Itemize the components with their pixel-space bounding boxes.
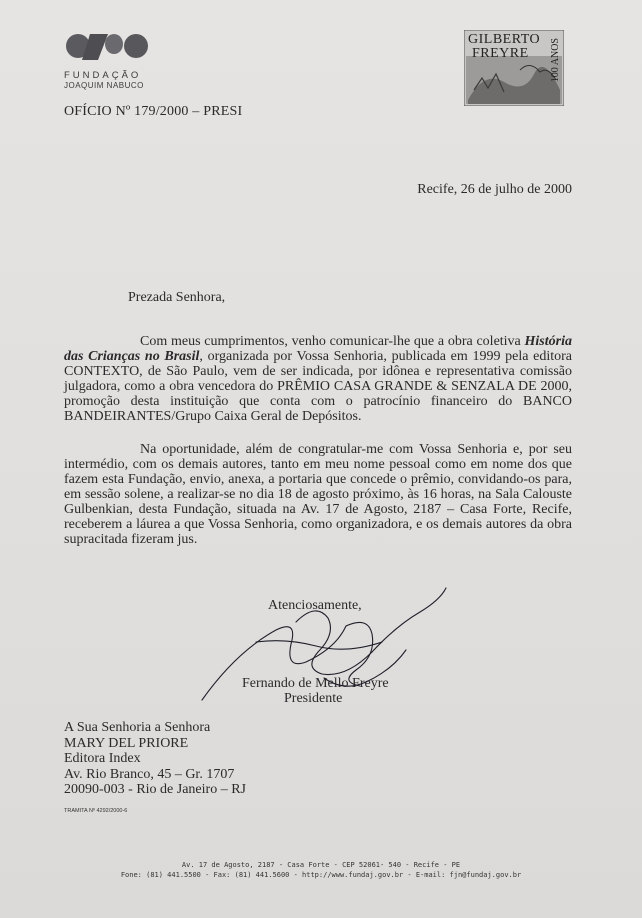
recipient-line: A Sua Senhoria a Senhora [64, 720, 211, 735]
brand-name-line1: GILBERTO [468, 32, 541, 47]
recipient-name: MARY DEL PRIORE [64, 735, 189, 751]
paragraph-1 [64, 334, 572, 424]
recipient-line: 20090-003 - Rio de Janeiro – RJ [64, 782, 246, 797]
signer-name: Fernando de Mello Freyre [242, 676, 389, 691]
salutation: Prezada Senhora, [128, 290, 226, 305]
brand-name-line2: FREYRE [472, 46, 529, 61]
paragraph-1-end: , organizada por Vossa Senhoria, publicada em 1999 pela editora CONTEXTO, de São Paulo, vem de ser indicada, por idônea e representativa comissão julgadora, como a obra vencedora do PRÊMIO CASA GRANDE & SENZALA DE 2000, promoção desta instituição que conta com o patrocínio financeiro do BANCO BANDEIRANTES/Grupo Caixa Geral de Depósitos. [64, 349, 572, 424]
recipient-line: Editora Index [64, 751, 141, 766]
footer-address: Av. 17 de Agosto, 2187 - Casa Forte - CEP 52061- 540 - Recife - PE [181, 861, 461, 869]
paragraph-1-start: Com meus cumprimentos, venho comunicar-lhe que a obra coletiva [140, 334, 525, 349]
footer-contact: Fone: (81) 441.5500 - Fax: (81) 441.5600 - http://www.fundaj.gov.br - E-mail: fjn@fundaj.gov.br [120, 871, 522, 879]
book-title: História das Crianças no Brasil [64, 334, 572, 364]
paragraph-2: Na oportunidade, além de congratular-me com Vossa Senhoria e, por seu intermédio, com os demais autores, tanto em meu nome pessoal como em nome dos que fazem esta Fundação, envio, anexa, a portaria que concede o prêmio, convidando-os para, em sessão solene, a realizar-se no dia 18 de agosto próximo, às 16 horas, na Sala Calouste Gulbenkian, desta Fundação, situada na Av. 17 de Agosto, 2187 – Casa Forte, Recife, receberem a láurea a que Vossa Senhoria, como organizadora, e os demais autores da obra supracitada fizeram jus. [64, 442, 572, 547]
valediction: Atenciosamente, [268, 598, 362, 613]
recipient-line: Av. Rio Branco, 45 – Gr. 1707 [64, 766, 235, 782]
org-name-line1: FUNDAÇÃO [64, 70, 142, 81]
handwritten-signature [196, 582, 456, 712]
recipient-block [64, 720, 246, 798]
org-name-line2: JOAQUIM NABUCO [64, 81, 144, 90]
tramita-number: TRAMITA Nº 4292/2000-6 [64, 808, 128, 814]
gilberto-freyre-logo [464, 30, 580, 106]
date-line: Recife, 26 de julho de 2000 [417, 182, 572, 197]
reference-number: OFÍCIO Nº 179/2000 – PRESI [64, 104, 243, 119]
brand-years: 100 ANOS [550, 38, 561, 83]
signer-title: Presidente [284, 691, 343, 706]
